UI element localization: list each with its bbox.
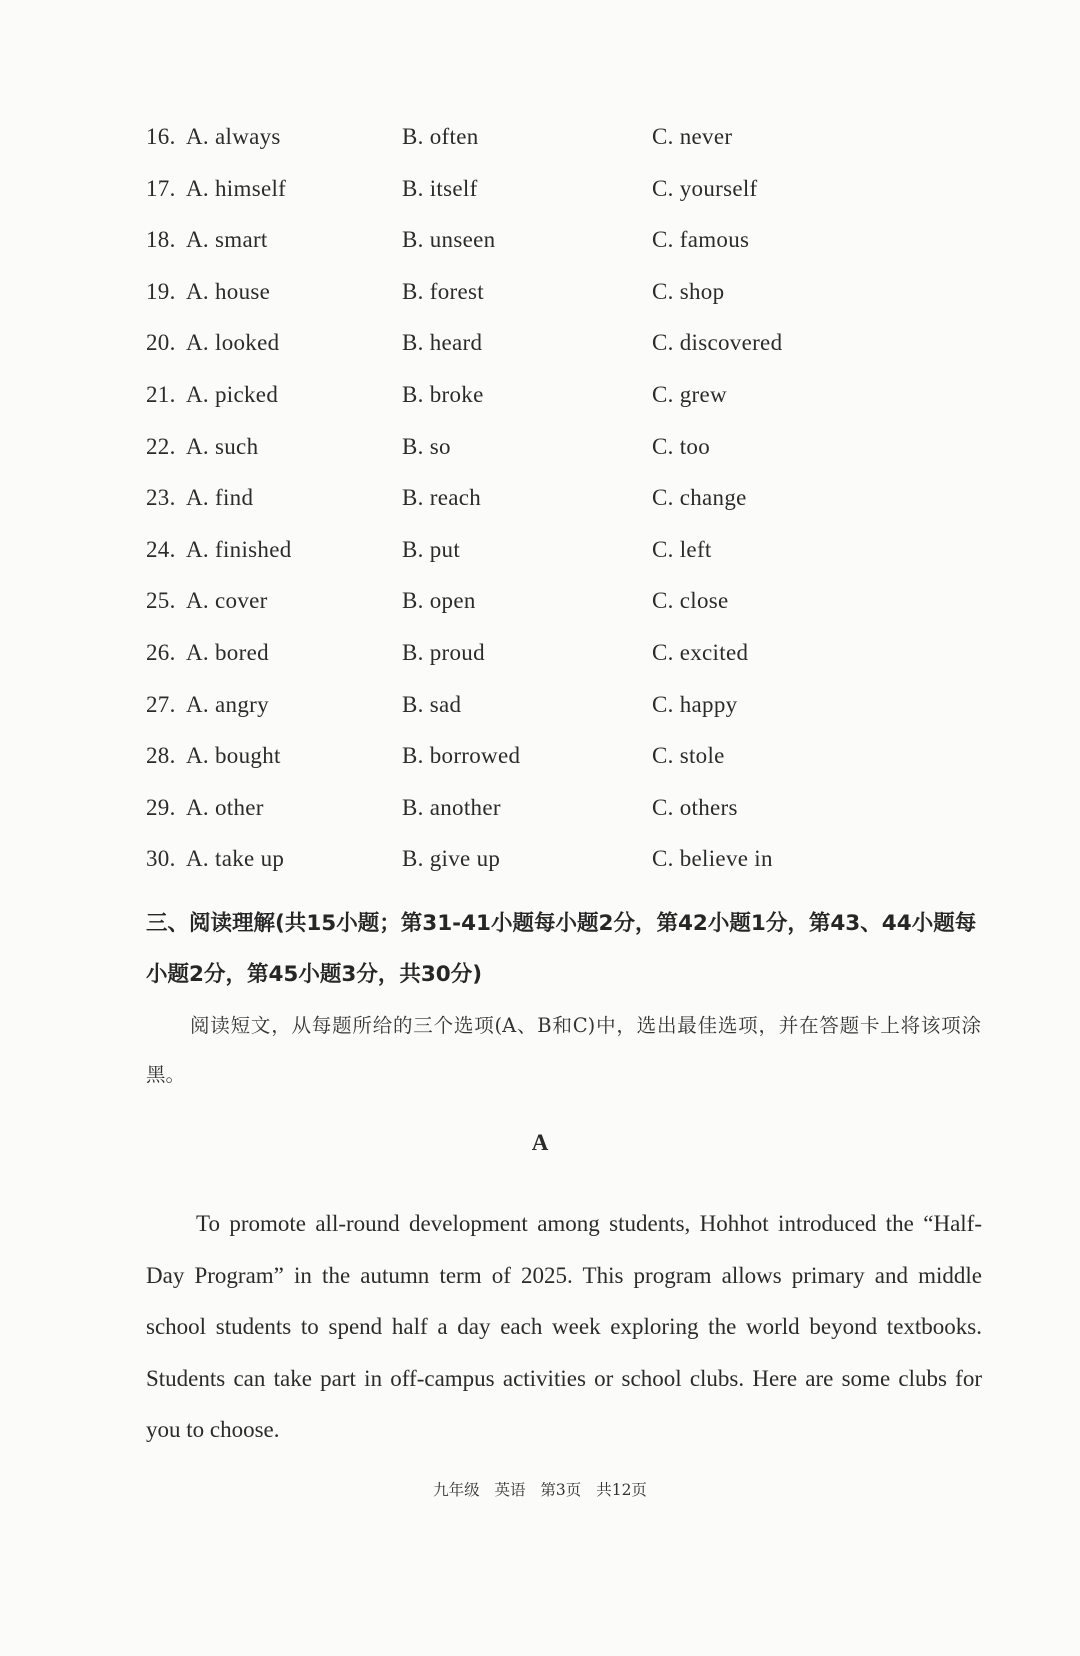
option-c: C. believe in (652, 846, 773, 872)
option-b: B. reach (402, 485, 482, 511)
option-b: B. put (402, 536, 461, 562)
option-c: C. change (652, 485, 747, 511)
option-c: C. never (652, 124, 733, 149)
question-number: 21. (146, 381, 176, 407)
option-row (146, 328, 996, 380)
option-a: A. cover (186, 588, 268, 614)
option-c: C. too (652, 433, 711, 459)
question-number: 22. (146, 433, 176, 459)
passage-text: To promote all-round development among students, Hohhot introduced the “Half-Day Program” in the autumn term of 2025. This program allows primary and middle school students to spend half a day each week exploring the world beyond textbooks. Students can take part in off-campus activities or school clubs. Here are some clubs for you to choose. (146, 1211, 982, 1442)
option-row (146, 225, 996, 277)
option-b: B. so (402, 433, 451, 459)
option-row (146, 638, 996, 690)
option-b: B. heard (402, 330, 483, 356)
option-b: B. sad (402, 691, 462, 717)
option-a: A. other (186, 794, 264, 820)
option-row (146, 174, 996, 226)
section-instruction: 阅读短文，从每题所给的三个选项(A、B和C)中，选出最佳选项，并在答题卡上将该项涂黑。 (146, 1014, 981, 1086)
page-footer: 九年级 英语 第3页 共12页 (433, 1481, 647, 1499)
option-row (146, 793, 996, 845)
option-row (146, 741, 996, 793)
option-a: A. bored (186, 639, 269, 665)
question-number: 24. (146, 536, 176, 562)
option-c: C. grew (652, 381, 727, 407)
option-c: C. famous (652, 227, 750, 253)
option-b: B. give up (402, 846, 501, 872)
option-row (146, 122, 996, 174)
section-heading: 三、阅读理解(共15小题；第31-41小题每小题2分，第42小题1分，第43、44小题每小题2分，第45小题3分，共30分) (146, 911, 977, 987)
question-number: 19. (146, 278, 176, 304)
option-b: B. itself (402, 175, 478, 201)
option-b: B. proud (402, 639, 485, 665)
option-row (146, 586, 996, 638)
option-a: A. angry (186, 691, 269, 717)
option-a: A. finished (186, 536, 292, 562)
question-number: 16. (146, 124, 176, 149)
question-number: 23. (146, 485, 176, 511)
option-row (146, 535, 996, 587)
option-b: B. often (402, 124, 479, 149)
question-number: 18. (146, 227, 176, 253)
option-c: C. close (652, 588, 729, 614)
option-b: B. forest (402, 278, 484, 304)
option-a: A. always (186, 124, 281, 149)
option-a: A. bought (186, 743, 281, 769)
option-row (146, 432, 996, 484)
option-c: C. yourself (652, 175, 758, 201)
option-a: A. house (186, 278, 271, 304)
option-b: B. another (402, 794, 501, 820)
question-number: 30. (146, 846, 176, 872)
option-row (146, 844, 996, 896)
option-c: C. happy (652, 691, 738, 717)
option-a: A. find (186, 485, 254, 511)
option-b: B. broke (402, 381, 484, 407)
option-a: A. looked (186, 330, 280, 356)
question-number: 29. (146, 794, 176, 820)
option-a: A. take up (186, 846, 285, 872)
option-c: C. stole (652, 743, 725, 769)
question-number: 26. (146, 639, 176, 665)
option-b: B. unseen (402, 227, 496, 253)
option-a: A. picked (186, 381, 279, 407)
option-c: C. left (652, 536, 712, 562)
option-row (146, 380, 996, 432)
option-row (146, 277, 996, 329)
option-c: C. shop (652, 278, 725, 304)
option-a: A. himself (186, 175, 287, 201)
option-c: C. excited (652, 639, 749, 665)
option-c: C. others (652, 794, 738, 820)
question-number: 20. (146, 330, 176, 356)
question-number: 25. (146, 588, 176, 614)
question-number: 17. (146, 175, 176, 201)
cloze-options-list (146, 122, 996, 896)
option-a: A. smart (186, 227, 268, 253)
question-number: 28. (146, 743, 176, 769)
option-row (146, 483, 996, 535)
passage-label: A (531, 1130, 549, 1155)
option-c: C. discovered (652, 330, 783, 356)
option-a: A. such (186, 433, 259, 459)
question-number: 27. (146, 691, 176, 717)
option-b: B. open (402, 588, 476, 614)
option-row (146, 690, 996, 742)
option-b: B. borrowed (402, 743, 521, 769)
